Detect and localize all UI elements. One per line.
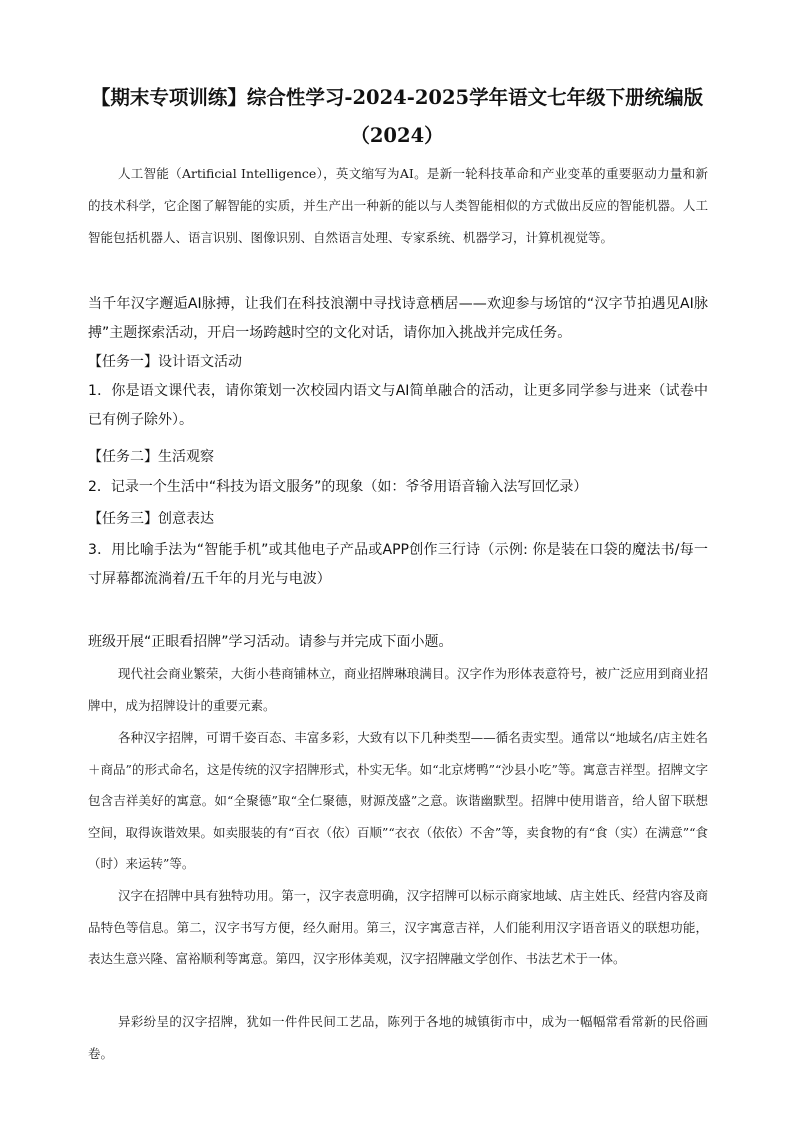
task-3-heading: 【任务三】创意表达 — [88, 511, 214, 527]
task-2-question: 2．记录一个生活中“科技为语文服务”的现象（如：爷爷用语音输入法写回忆录） — [88, 479, 588, 495]
signboard-paragraph-2: 各种汉字招牌，可谓千姿百态、丰富多彩，大致有以下几种类型——循名责实型。通常以“地域名/店主姓名＋商品”的形式命名，这是传统的汉字招牌形式，朴实无华。如“北京烤鸭”“沙县小吃”等。寓意吉祥型。招牌文字包含吉祥美好的寓意。如“全聚德”取“全仁聚德，财源茂盛”之意。诙谐幽默型。招牌中使用谐音，给人留下联想空间，取得诙谐效果。如卖服装的有“百衣（依）百顺”“衣衣（依依）不舍”等，卖食物的有“食（实）在满意”“食（时）来运转”等。 — [88, 730, 708, 871]
ai-definition-paragraph: 人工智能（Artificial Intelligence），英文缩写为AI。是新一轮科技革命和产业变革的重要驱动力量和新的技术科学，它企图了解智能的实质，并生产出一种新的能以与人类智能相似的方式做出反应的智能机器。人工智能包括机器人、语言识别、图像识别、自然语言处理、专家系统、机器学习，计算机视觉等。 — [88, 166, 708, 245]
document-title-year: （2024） — [350, 124, 444, 147]
task-2-heading: 【任务二】生活观察 — [88, 449, 214, 465]
signboard-paragraph-1: 现代社会商业繁荣，大街小巷商铺林立，商业招牌琳琅满目。汉字作为形体表意符号，被广泛应用到商业招牌中，成为招牌设计的重要元素。 — [88, 666, 708, 713]
activity-intro-paragraph: 当千年汉字邂逅AI脉搏，让我们在科技浪潮中寻找诗意栖居——欢迎参与场馆的“汉字节拍遇见AI脉搏”主题探索活动，开启一场跨越时空的文化对话，请你加入挑战并完成任务。 — [88, 296, 708, 341]
signboard-paragraph-3: 汉字在招牌中具有独特功用。第一，汉字表意明确，汉字招牌可以标示商家地域、店主姓氏、经营内容及商品特色等信息。第二，汉字书写方便，经久耐用。第三，汉字寓意吉祥，人们能利用汉字语音语义的联想功能，表达生意兴隆、富裕顺利等寓意。第四，汉字形体美观，汉字招牌融文学创作、书法艺术于一体。 — [88, 888, 708, 966]
task-3-question: 3．用比喻手法为“智能手机”或其他电子产品或APP创作三行诗（示例: 你是装在口袋的魔法书/每一寸屏幕都流淌着/五千年的月光与电波） — [88, 542, 708, 587]
document-title: 【期末专项训练】综合性学习-2024-2025学年语文七年级下册统编版 — [90, 86, 704, 109]
task-1-question: 1．你是语文课代表，请你策划一次校园内语文与AI简单融合的活动，让更多同学参与进来（试卷中已有例子除外）。 — [88, 383, 708, 428]
task-1-heading: 【任务一】设计语文活动 — [88, 354, 242, 370]
section2-intro: 班级开展“正眼看招牌”学习活动。请参与并完成下面小题。 — [88, 634, 453, 650]
signboard-paragraph-4: 异彩纷呈的汉字招牌，犹如一件件民间工艺品，陈列于各地的城镇街市中，成为一幅幅常看常新的民俗画卷。 — [88, 1014, 708, 1061]
